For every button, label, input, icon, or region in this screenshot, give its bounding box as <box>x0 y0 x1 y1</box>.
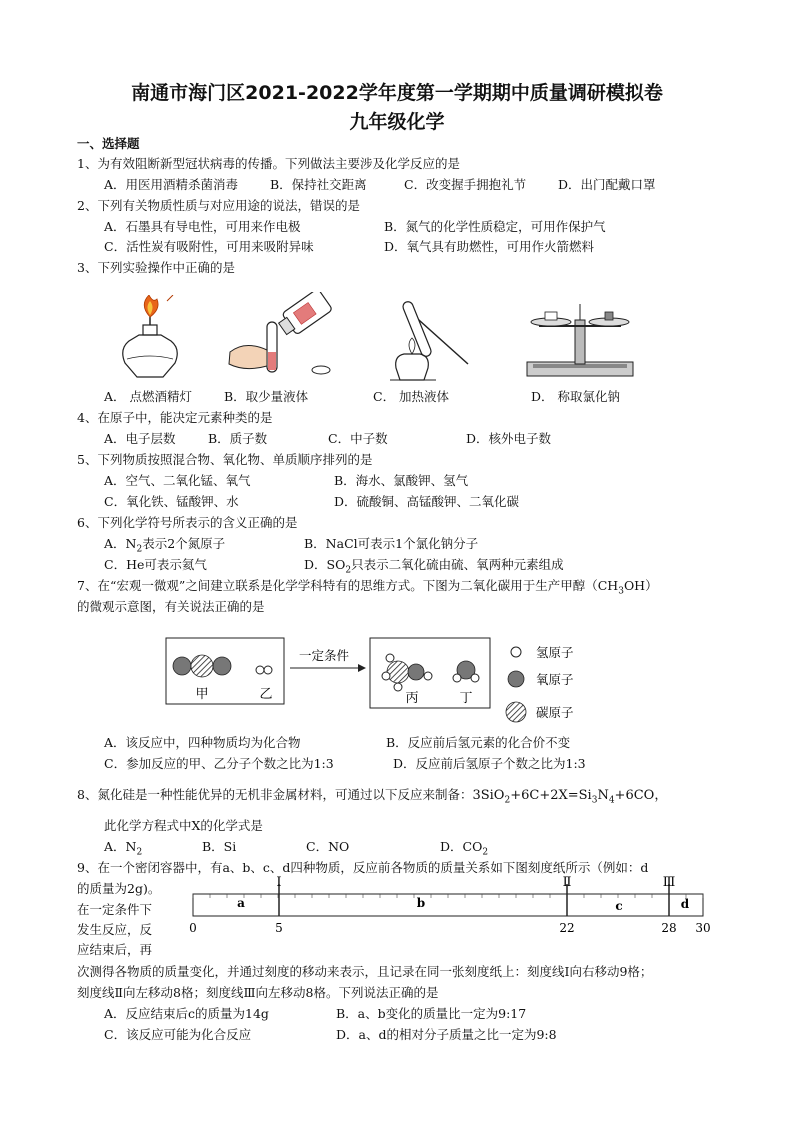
q2-option-b: B．氮气的化学性质稳定，可用作保护气 <box>384 219 606 234</box>
q4-option-a: A．电子层数 <box>104 431 176 446</box>
pour-liquid-illustration <box>225 292 345 382</box>
legend-hydrogen-label: 氢原子 <box>536 645 574 660</box>
q2-option-a: A．石墨具有导电性，可用来作电极 <box>104 219 301 234</box>
tick-label-22: 22 <box>559 921 575 935</box>
q1-option-d: D．出门配戴口罩 <box>558 177 656 192</box>
q6-option-a: A．$N_2$表示2个氮原子 <box>104 536 226 555</box>
oxygen-atom <box>213 657 231 675</box>
q3-option-a: A． 点燃酒精灯 <box>104 389 193 404</box>
condition-label: 一定条件 <box>298 648 350 663</box>
q2-option-c: C．活性炭有吸附性，可用来吸附异味 <box>104 239 314 254</box>
q7-option-c: C．参加反应的甲、乙分子个数之比为1:3 <box>104 756 334 771</box>
q7-option-d: D．反应前后氢原子个数之比为1:3 <box>393 756 586 771</box>
oxygen-atom <box>408 664 424 680</box>
hydrogen-atom <box>471 674 479 682</box>
q5-option-b: B．海水、氯酸钾、氢气 <box>334 473 469 488</box>
q4-option-b: B．质子数 <box>208 431 268 446</box>
segment-d: d <box>680 897 690 911</box>
q3-option-d: D． 称取氯化钠 <box>531 389 620 404</box>
legend-carbon-swatch <box>506 702 526 722</box>
section-heading: 一、选择题 <box>77 136 140 151</box>
tick-label-0: 0 <box>189 921 197 935</box>
hydrogen-atom <box>453 674 461 682</box>
q9-option-b: B．a、b变化的质量比一定为9:17 <box>336 1006 527 1021</box>
q3-option-c: C． 加热液体 <box>373 389 450 404</box>
hydrogen-atom <box>264 666 272 674</box>
label-yi: 乙 <box>259 687 273 702</box>
q9-option-d: D．a、d的相对分子质量之比一定为9:8 <box>336 1027 557 1042</box>
q4-option-c: C．中子数 <box>328 431 388 446</box>
carbon-atom <box>191 655 213 677</box>
legend-oxygen-label: 氧原子 <box>536 672 574 687</box>
legend-oxygen-swatch <box>508 671 524 687</box>
alcohol-lamp-illustration <box>115 295 185 380</box>
q8-option-d: D．$CO_2$ <box>440 839 489 858</box>
q6-option-d: D．$SO_2$只表示二氧化硫由硫、氧两种元素组成 <box>304 557 564 576</box>
q7-molecule-diagram <box>160 632 620 732</box>
hydrogen-atom <box>424 672 432 680</box>
q4-option-d: D．核外电子数 <box>466 431 552 446</box>
q3-option-b: B．取少量液体 <box>224 389 309 404</box>
q9-stem-line1: 9、在一个密闭容器中，有a、b、c、d四种物质，反应前各物质的质量关系如下图刻度纸所示（例如：d <box>77 860 649 875</box>
q6-option-c: C．He可表示氦气 <box>104 557 207 572</box>
q2-stem: 2、下列有关物质性质与对应用途的说法，错误的是 <box>77 198 360 213</box>
mark-I: Ⅰ <box>276 875 282 890</box>
q5-option-a: A．空气、二氧化锰、氧气 <box>104 473 251 488</box>
q8-stem-line2: 此化学方程式中X的化学式是 <box>104 818 263 833</box>
page-subtitle: 九年级化学 <box>349 111 445 133</box>
hydrogen-atom <box>386 654 394 662</box>
q9-stem-line4: 次测得各物质的质量变化，并通过刻度的移动来表示，且记录在同一张刻度纸上：刻度线Ⅰ向右移动9格； <box>77 964 653 979</box>
segment-b: b <box>416 896 426 910</box>
q4-stem: 4、在原子中，能决定元素种类的是 <box>77 410 273 425</box>
segment-a: a <box>237 896 245 910</box>
mark-III: Ⅲ <box>662 875 676 890</box>
legend-hydrogen-swatch <box>511 647 521 657</box>
q9-stem-line2: 的质量为2g)。 <box>77 881 161 896</box>
q7-option-b: B．反应前后氢元素的化合价不变 <box>386 735 571 750</box>
q9-side-line3: 应结束后，再 <box>77 942 153 957</box>
label-ding: 丁 <box>459 691 473 706</box>
segment-c: c <box>615 899 623 913</box>
q9-stem-line5: 刻度线Ⅱ向左移动8格；刻度线Ⅲ向左移动8格。下列说法正确的是 <box>77 985 439 1000</box>
q6-stem: 6、下列化学符号所表示的含义正确的是 <box>77 515 298 530</box>
q6-option-b: B．NaCl可表示1个氯化钠分子 <box>304 536 479 551</box>
label-jia: 甲 <box>195 687 209 702</box>
q8-option-a: A．$N_2$ <box>104 839 143 858</box>
q1-option-c: C．改变握手拥抱礼节 <box>404 177 527 192</box>
q8-option-b: B．Si <box>202 839 237 854</box>
tick-label-30: 30 <box>695 921 711 935</box>
q3-stem: 3、下列实验操作中正确的是 <box>77 260 235 275</box>
hydrogen-atom <box>256 666 264 674</box>
q9-side-line1: 在一定条件下 <box>77 902 153 917</box>
heat-liquid-illustration <box>380 292 480 382</box>
page-title: 南通市海门区2021-2022学年度第一学期期中质量调研模拟卷 <box>131 82 663 104</box>
q7-stem-line2: 的微观示意图，有关说法正确的是 <box>77 599 265 614</box>
q1-option-b: B．保持社交距离 <box>270 177 367 192</box>
q5-option-d: D．硫酸铜、高锰酸钾、二氧化碳 <box>334 494 520 509</box>
q8-option-c: C．NO <box>306 839 350 854</box>
q7-stem-line1: 7、在“宏观一微观”之间建立联系是化学学科特有的思维方式。下图为二氧化碳用于生产甲醇$(CH_3OH)$ <box>77 578 658 597</box>
carbon-atom <box>387 661 409 683</box>
balance-illustration <box>525 300 635 380</box>
q5-stem: 5、下列物质按照混合物、氧化物、单质顺序排列的是 <box>77 452 373 467</box>
q7-option-a: A．该反应中，四种物质均为化合物 <box>104 735 301 750</box>
q2-option-d: D．氧气具有助燃性，可用作火箭燃料 <box>384 239 595 254</box>
q1-option-a: A．用医用酒精杀菌消毒 <box>104 177 239 192</box>
legend-carbon-label: 碳原子 <box>536 705 574 720</box>
q1-stem: 1、为有效阻断新型冠状病毒的传播。下列做法主要涉及化学反应的是 <box>77 156 460 171</box>
tick-label-28: 28 <box>661 921 677 935</box>
oxygen-atom <box>173 657 191 675</box>
q9-scale-diagram <box>185 874 715 940</box>
q9-side-line2: 发生反应，反 <box>77 922 153 937</box>
mark-II: Ⅱ <box>562 875 572 890</box>
hydrogen-atom <box>382 672 390 680</box>
q5-option-c: C．氧化铁、锰酸钾、水 <box>104 494 239 509</box>
label-bing: 丙 <box>405 691 419 706</box>
q9-option-c: C．该反应可能为化合反应 <box>104 1027 252 1042</box>
q8-stem: 8、氮化硅是一种性能优异的无机非金属材料，可通过以下反应来制备：$3SiO_2+6C+2X=Si_3N_4+6CO$， <box>77 787 668 806</box>
tick-label-5: 5 <box>275 921 283 935</box>
hydrogen-atom <box>394 683 402 691</box>
q9-option-a: A．反应结束后c的质量为14g <box>104 1006 269 1021</box>
